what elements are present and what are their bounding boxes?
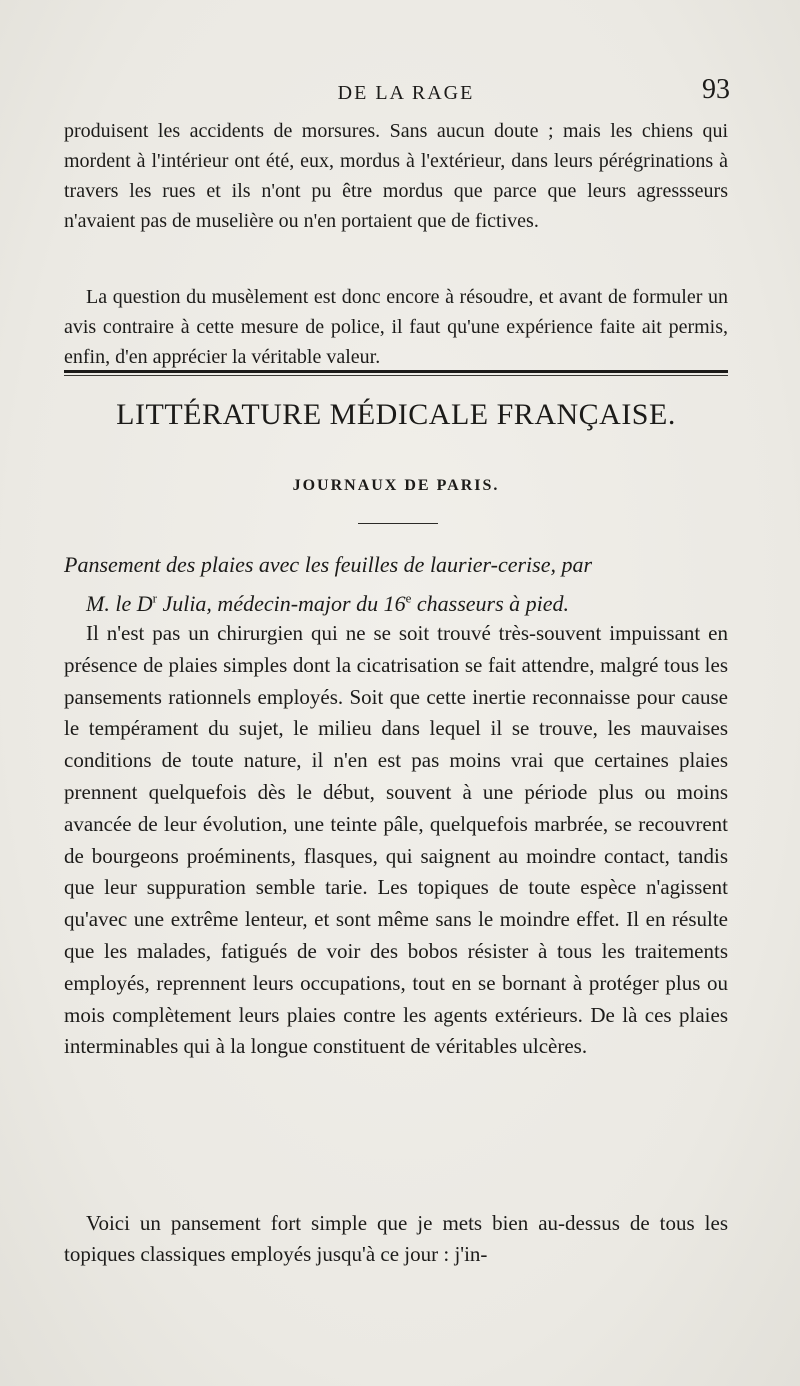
article-last-paragraph: Voici un pansement fort simple que je mets bien au-dessus de tous les topiques classiques employés jusqu'à ce jour : j'in- <box>64 1211 728 1266</box>
subsection-title: JOURNAUX DE PARIS. <box>292 477 500 494</box>
author-prefix: M. le D <box>86 591 153 617</box>
regiment-sup: e <box>405 591 412 606</box>
article-title-line2 <box>64 591 569 616</box>
article-title <box>64 548 728 621</box>
subsection-divider <box>358 523 438 524</box>
muzzle-question-paragraph: La question du musèlement est donc encore à résoudre, et avant de formuler un avis contraire à cette mesure de police, il faut qu'une expérience faite ait permis, enfin, d'en apprécier la véritable valeur. <box>64 286 728 368</box>
section-divider-thin <box>64 375 728 376</box>
article-body-paragraph: Il n'est pas un chirurgien qui ne se soit trouvé très-souvent impuissant en présence de plaies simples dont la cicatrisation se fait attendre, malgré tous les pansements rationnels employés. Soit que cette inertie reconnaisse pour cause le tempérament du sujet, le milieu dans lequel il se trouve, les mauvaises conditions de toute nature, il n'en est pas moins vrai que certaines plaies prennent quelquefois dès le début, souvent à une période plus ou moins avancée de leur évolution, une teinte pâle, quelquefois marbrée, se recouvrent de bourgeons proéminents, flasques, qui saignent au moindre contact, tandis que leur suppuration semble tarie. Les topiques de toute espèce n'agissent qu'avec une extrême lenteur, et sont même sans le moindre effet. Il en résulte que les malades, fatigués de voir des bobos résister à tous les traitements employés, reprennent leurs occupations, tout en se bornant à protéger plus ou mois complètement leurs plaies contre les agents extérieurs. De là ces plaies interminables qui à la longue constituent de véritables ulcères. <box>64 621 728 1059</box>
continuation-paragraph: produisent les accidents de morsures. Sans aucun doute ; mais les chiens qui mordent à l'intérieur ont été, eux, mordus à l'extérieur, dans leurs pérégrinations à travers les rues et ils n'ont pu être mordus que parce que leurs agressseurs n'avaient pas de muselière ou n'en portaient que de fictives. <box>64 120 728 232</box>
section-divider-thick <box>64 370 728 373</box>
page-number: 93 <box>702 74 730 105</box>
article-title-line1: Pansement des plaies avec les feuilles de laurier-cerise, par <box>64 552 593 577</box>
running-title: DE LA RAGE <box>337 82 475 104</box>
author-prefix-sup: r <box>152 591 157 606</box>
author-name: Julia, médecin-major du 16 <box>156 591 406 617</box>
page-header <box>62 74 730 110</box>
section-title: LITTÉRATURE MÉDICALE FRANÇAISE. <box>116 398 676 431</box>
regiment-name: chasseurs à pied. <box>411 591 570 617</box>
